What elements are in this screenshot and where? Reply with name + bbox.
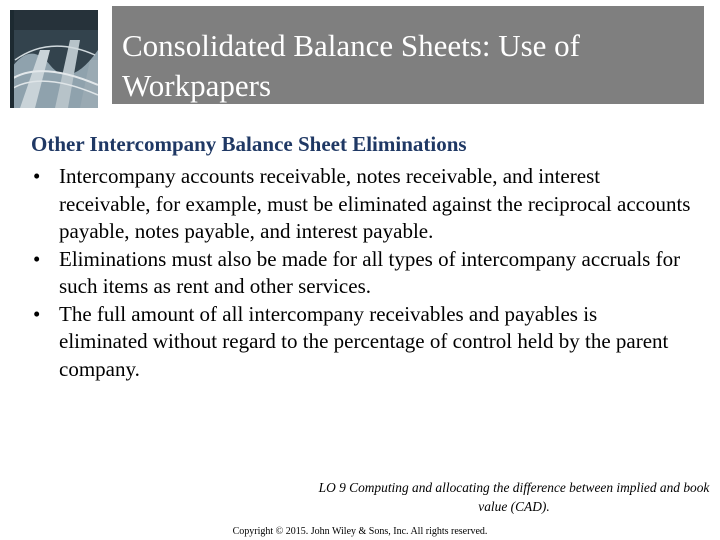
slide-title: Consolidated Balance Sheets: Use of Workpapers bbox=[122, 28, 581, 103]
book-cover-image bbox=[10, 10, 98, 108]
title-bar bbox=[112, 6, 704, 104]
bullet-marker: • bbox=[33, 301, 41, 326]
section-subheading: Other Intercompany Balance Sheet Eliminations bbox=[31, 132, 467, 156]
bullet-text: The full amount of all intercompany receivables and payables is eliminated without regard to the percentage of control held by the parent company. bbox=[59, 301, 669, 381]
bullet-marker: • bbox=[33, 164, 41, 188]
bullet-list bbox=[31, 163, 691, 383]
book-cover-art bbox=[10, 10, 98, 108]
bullet-item bbox=[31, 301, 691, 384]
bullet-marker: • bbox=[33, 246, 41, 271]
copyright-notice: Copyright © 2015. John Wiley & Sons, Inc. All rights reserved. bbox=[232, 526, 488, 537]
bullet-text: Intercompany accounts receivable, notes receivable, and interest receivable, for example, must be eliminated against the reciprocal accounts payable, notes payable, and interest payable. bbox=[59, 164, 691, 243]
bullet-text: Eliminations must also be made for all types of intercompany accruals for such items as rent and other services. bbox=[59, 246, 681, 298]
bullet-item bbox=[31, 163, 691, 246]
bullet-item bbox=[31, 246, 691, 301]
learning-objective: LO 9 Computing and allocating the difference between implied and book value (CAD). bbox=[318, 480, 710, 514]
